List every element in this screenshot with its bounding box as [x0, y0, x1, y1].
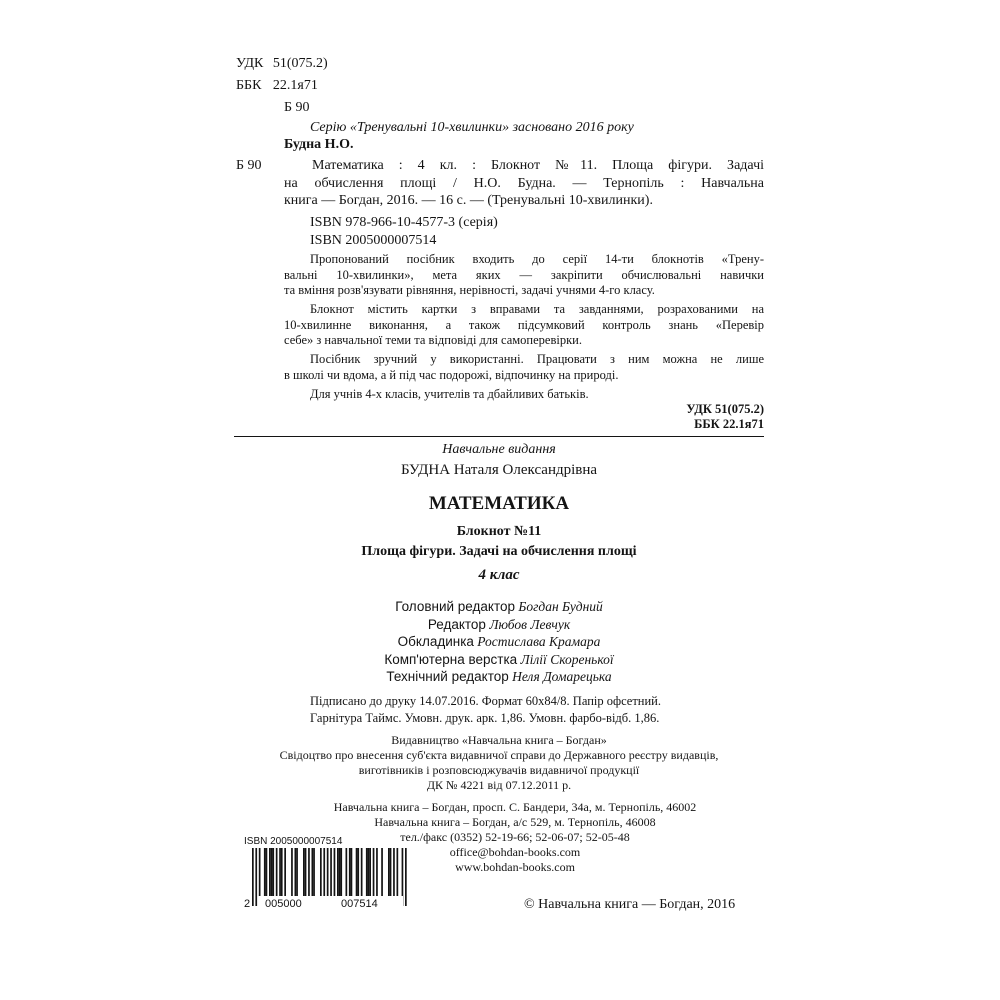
bbk-line	[236, 78, 318, 94]
annotation-line: Посібник зручний у використанні. Працювати з ним можна не лише	[310, 352, 764, 366]
barcode-bar	[351, 848, 353, 896]
barcode-bar	[368, 848, 370, 896]
barcode-bar	[281, 848, 283, 896]
barcode-bar	[255, 848, 257, 906]
barcode-bar	[284, 848, 286, 896]
grade: 4 клас	[478, 567, 520, 583]
credit-role: Головний редактор	[395, 599, 516, 614]
catalog-line: на обчислення площі / Н.О. Будна. — Тернопіль : Навчальна	[284, 176, 764, 191]
author-header: Будна Н.О.	[284, 137, 354, 152]
barcode-bar	[259, 848, 261, 896]
publisher-line: ДК № 4221 від 07.12.2011 р.	[426, 778, 572, 792]
catalog-line: Математика : 4 кл. : Блокнот №11. Площа фігури. Задачі	[312, 158, 764, 173]
barcode-bar	[252, 848, 254, 906]
address-line: Навчальна книга – Богдан, просп. С. Бандери, 34а, м. Тернопіль, 46002	[333, 800, 697, 814]
barcode-bar	[397, 848, 399, 896]
catalog-code: Б 90	[236, 158, 262, 173]
barcode-bar	[323, 848, 325, 896]
barcode-bar	[330, 848, 332, 896]
publisher-line: Свідоцтво про внесення суб'єкта видавничої справи до Державного реєстру видавців,	[279, 748, 719, 762]
annotation-line: Блокнот містить картки з вправами та завданнями, розрахованими на	[310, 302, 764, 316]
notebook-number: Блокнот №11	[456, 524, 542, 539]
annotation-line: в школі чи вдома, а й під час подорожі, відпочинку на природі.	[284, 367, 619, 382]
barcode-bar	[339, 848, 341, 896]
credit-role: Редактор	[427, 616, 486, 632]
annotation-paragraph-3	[284, 352, 764, 383]
publisher-line: виготівників і розповсюджувачів видавничої продукції	[358, 763, 640, 777]
annotation-line: вальні 10-хвилинки», мета яких — закріпити обчислювальні навички	[284, 267, 764, 282]
barcode-bar	[393, 848, 395, 896]
barcode-bar	[349, 848, 351, 896]
credit-role: Комп'ютерна верстка	[384, 651, 518, 667]
barcode-bar	[337, 848, 339, 896]
credit-role: Обкладинка	[397, 634, 474, 649]
credit-line	[234, 633, 764, 651]
copyright: © Навчальна книга — Богдан, 2016	[524, 897, 736, 912]
credits-block	[234, 598, 764, 686]
barcode-bar	[295, 848, 297, 896]
barcode-bar	[308, 848, 310, 896]
barcode-bar	[266, 848, 268, 896]
barcode-bar	[264, 848, 266, 896]
barcode-bar	[296, 848, 298, 896]
bbk-right: ББК 22.1я71	[694, 417, 764, 431]
barcode-bar	[381, 848, 383, 896]
credit-line	[234, 668, 764, 686]
barcode-bar	[376, 848, 378, 896]
barcode-bar	[388, 848, 390, 896]
udk-line	[236, 56, 328, 72]
annotation-line: та вміння розв'язувати рівняння, нерівності, задачі учнями 4-го класу.	[284, 283, 655, 297]
book-title: МАТЕМАТИКА	[428, 493, 570, 514]
barcode-bar	[279, 848, 281, 896]
barcode-bar	[313, 848, 315, 896]
annotation-paragraph-1	[284, 252, 764, 299]
barcode-bar	[312, 848, 314, 896]
udk-right: УДК 51(075.2)	[686, 402, 764, 416]
barcode-bar	[320, 848, 322, 896]
credit-line	[234, 651, 764, 669]
barcode-bar	[405, 848, 407, 906]
divider-line	[234, 436, 764, 437]
barcode-bar	[271, 848, 273, 896]
credit-person: Лілії Скоренької	[520, 651, 614, 667]
website-line: www.bohdan-books.com	[455, 860, 575, 874]
audience-line: Для учнів 4-х класів, учителів та дбайливих батьків.	[310, 387, 589, 401]
barcode-bar	[327, 848, 329, 896]
phone-line: тел./факс (0352) 52-19-66; 52-06-07; 52-05-48	[400, 830, 630, 844]
book-subtitle: Площа фігури. Задачі на обчислення площі	[361, 544, 637, 559]
barcode-isbn-text: ISBN 2005000007514	[244, 836, 343, 847]
annotation-paragraph-2	[284, 302, 764, 349]
credit-person: Ростислава Крамара	[477, 634, 601, 649]
credit-person: Любов Левчук	[489, 616, 571, 632]
credit-person: Богдан Будний	[518, 599, 603, 614]
barcode-bar	[291, 848, 293, 896]
isbn: ISBN 2005000007514	[310, 233, 437, 248]
print-info-line: Гарнітура Таймс. Умовн. друк. арк. 1,86. Умовн. фарбо-відб. 1,86.	[310, 711, 660, 725]
barcode-bar	[369, 848, 371, 896]
udk-label: УДК	[236, 56, 264, 71]
edition-type: Навчальне видання	[442, 442, 556, 457]
barcode-bar	[357, 848, 359, 896]
barcode-bar	[303, 848, 305, 896]
barcode-bar	[346, 848, 348, 896]
isbn-series: ISBN 978-966-10-4577-3 (серія)	[310, 215, 498, 230]
annotation-line: Пропонований посібник входить до серії 14-ти блокнотів «Трену-	[310, 252, 764, 266]
credit-line	[234, 616, 764, 634]
bbk-value: 22.1я71	[272, 78, 318, 93]
credit-role: Технічний редактор	[386, 669, 509, 684]
annotation-line: 10-хвилинне виконання, а також підсумковий контроль знань «Перевір	[284, 317, 764, 332]
publisher-info	[234, 733, 764, 793]
barcode-digits-mid: 005000	[265, 898, 302, 910]
barcode-bar	[334, 848, 336, 896]
barcode-image	[243, 848, 415, 910]
bbk-label: ББК	[236, 78, 262, 93]
credit-line	[234, 598, 764, 616]
email-line: office@bohdan-books.com	[449, 845, 581, 859]
barcode-bar	[356, 848, 358, 896]
barcode-bar	[373, 848, 375, 896]
annotation-line: себе» з навчальної теми та відповіді для самоперевірки.	[284, 333, 582, 347]
barcode-digits-left: 2	[244, 898, 251, 910]
address-line: Навчальна книга – Богдан, а/с 529, м. Тернопіль, 46008	[374, 815, 656, 829]
print-info-line: Підписано до друку 14.07.2016. Формат 60х84/8. Папір офсетний.	[310, 694, 662, 708]
barcode-bar	[269, 848, 271, 896]
barcode-bar	[340, 848, 342, 896]
barcode-bar	[276, 848, 278, 896]
barcode-digits-right: 007514	[341, 898, 378, 910]
barcode-bar	[366, 848, 368, 896]
barcode-bar	[305, 848, 307, 896]
series-note: Серію «Тренувальні 10-хвилинки» засновано 2016 року	[310, 120, 634, 135]
publisher-line: Видавництво «Навчальна книга – Богдан»	[391, 733, 607, 747]
udk-value: 51(075.2)	[272, 56, 328, 71]
credit-person: Неля Домарецька	[512, 669, 612, 684]
author-full-name: БУДНА Наталя Олександрівна	[400, 462, 598, 478]
barcode-bar	[361, 848, 363, 896]
barcode-bar	[390, 848, 392, 896]
barcode-bar	[272, 848, 274, 896]
cutter-number: Б 90	[284, 100, 310, 115]
catalog-line: книга — Богдан, 2016. — 16 с. — (Тренувальні 10-хвилинки).	[284, 193, 653, 208]
